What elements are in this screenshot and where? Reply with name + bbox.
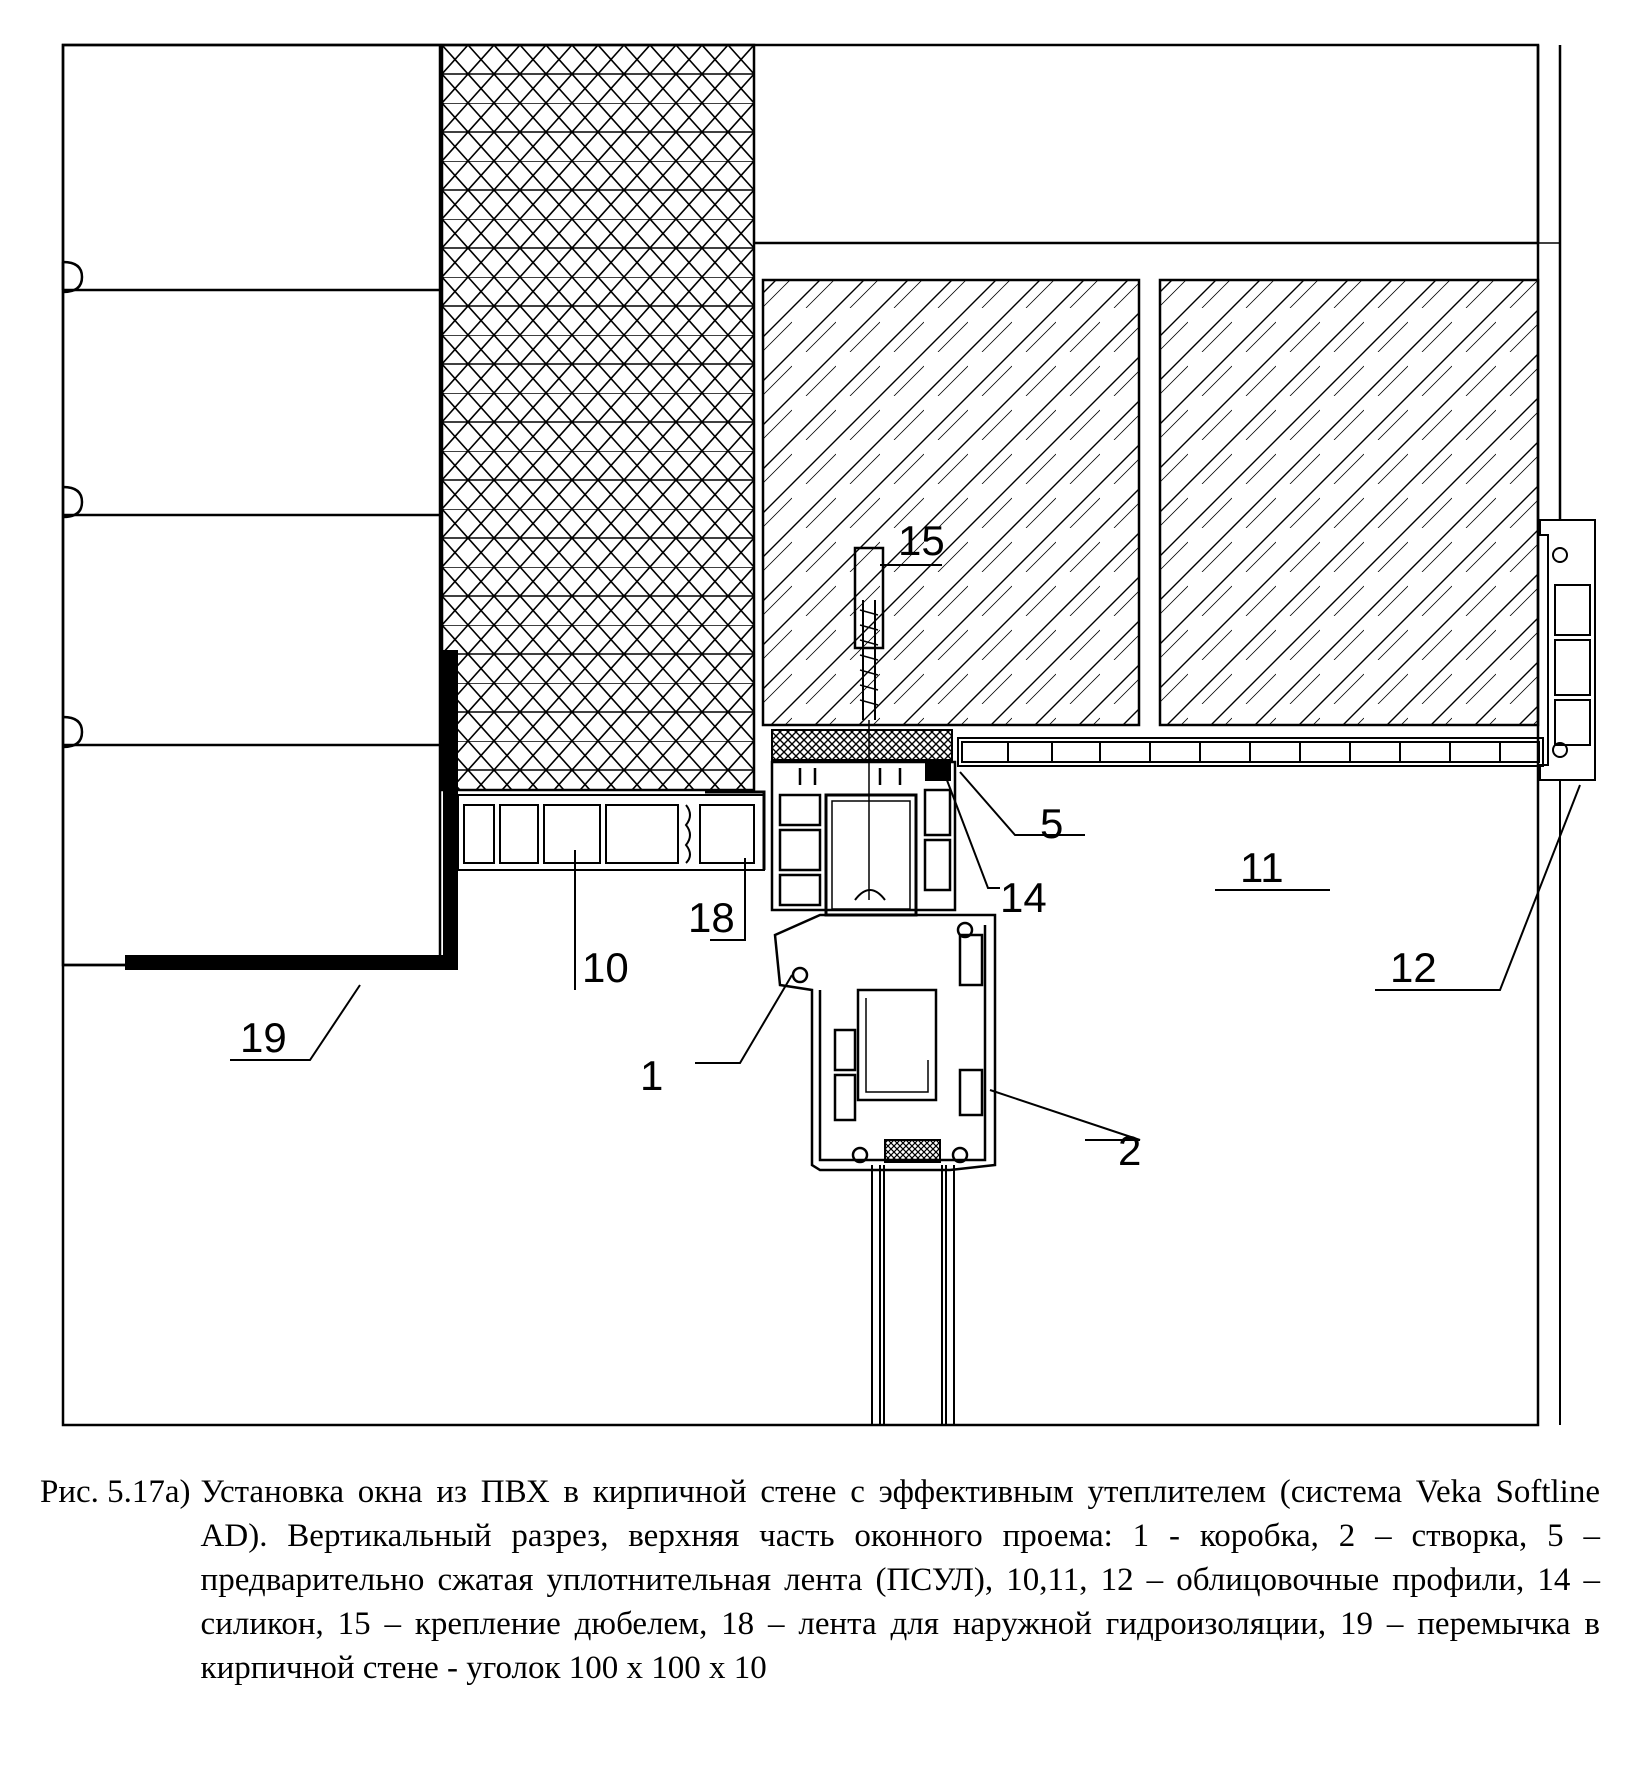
label-14: 14 [1000,874,1047,921]
glass-spacer [885,1140,940,1162]
lintel-angle [125,650,458,970]
figure-number: Рис. 5.17а) [40,1474,191,1510]
label-11: 11 [1240,844,1284,891]
window-frame [772,762,955,910]
facing-profile-11 [958,738,1543,766]
facing-profile-12 [1540,520,1595,1425]
brick-facing [63,45,440,965]
figure-caption [40,1470,1600,1690]
label-15: 15 [898,517,945,564]
glazing-unit [872,1165,954,1425]
figure-caption-text: Установка окна из ПВХ в кирпичной стене с эффективным утеплителем (система Veka Softline AD). Вертикальный разрез, верхняя часть оконного проема: 1 - коробка, 2 – створка, 5 – предварительно сжатая уплотнительная лента (ПСУЛ), 10,11, 12 – облицовочные профили, 14 – силикон, 15 – крепление дюбелем, 18 – лента для наружной гидроизоляции, 19 – перемычка в кирпичной стене - уголок 100 х 100 х 10 [200,1474,1600,1686]
waterproofing-tape [705,792,764,870]
insulation-layer [442,45,754,790]
anchor-channel [826,795,916,915]
label-10: 10 [582,944,629,991]
label-5: 5 [1040,800,1064,847]
window-sash [775,915,995,1170]
label-2: 2 [1118,1127,1142,1174]
label-19: 19 [240,1014,287,1061]
psul-tape [772,730,952,760]
label-1: 1 [640,1052,664,1099]
concrete-block-right [1160,280,1538,725]
concrete-block-left [763,280,1139,725]
facing-profile-10 [458,795,764,870]
label-12: 12 [1390,944,1437,991]
label-18: 18 [688,894,735,941]
